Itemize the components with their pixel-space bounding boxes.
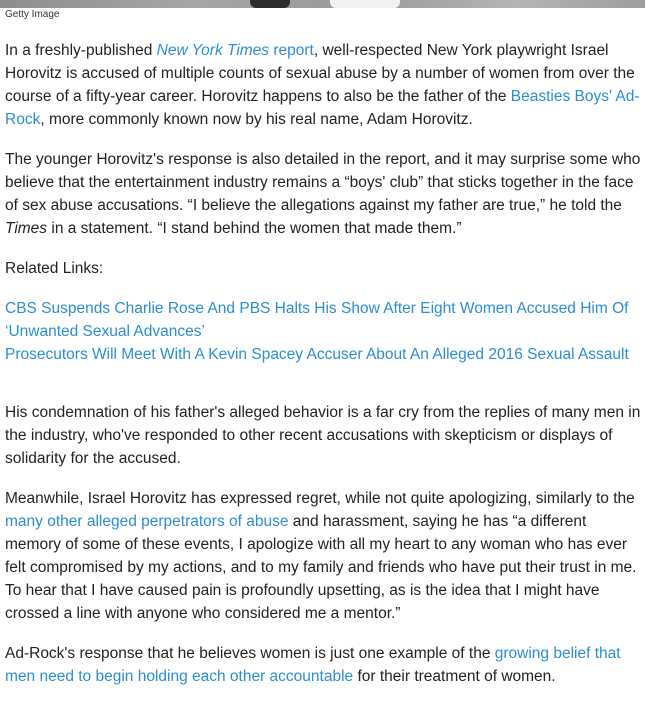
paragraph-regret: [5, 487, 645, 625]
text-span: and harassment, saying he has “a different memory of some of these events, I apologize with all my heart to any woman who has ever felt compromised by my actions, and to my family and friends who have put their trust in me. To hear that I have caused pain is profoundly upsetting, as is the idea that I might have crossed a line with anyone who considered me a mentor.”: [5, 513, 637, 622]
related-links-list: [5, 297, 645, 366]
related-link-kevin-spacey[interactable]: Prosecutors Will Meet With A Kevin Spacey Accuser About An Alleged 2016 Sexual Assault: [5, 346, 629, 363]
text-span: In a freshly-published: [5, 42, 157, 59]
text-span: , more commonly known now by his real name, Adam Horovitz.: [40, 111, 473, 128]
link-text-report: report: [269, 42, 314, 59]
text-span: Meanwhile, Israel Horovitz has expressed regret, while not quite apologizing, similarly to the: [5, 490, 635, 507]
text-span: for their treatment of women.: [353, 668, 556, 685]
paragraph-conclusion: [5, 642, 645, 688]
italic-times: Times: [5, 220, 48, 237]
link-new-york-times[interactable]: [157, 42, 314, 59]
link-alleged-perpetrators[interactable]: many other alleged perpetrators of abuse: [5, 513, 289, 530]
paragraph-response: [5, 148, 645, 240]
paragraph-condemnation: His condemnation of his father's alleged behavior is a far cry from the replies of many men in the industry, who've responded to other recent accusations with skepticism or displays of solidarity for the accused.: [5, 404, 641, 467]
text-span: The younger Horovitz's response is also detailed in the report, and it may surprise some who believe that the entertainment industry remains a “boys' club” that sticks together in the face of sex abuse accusations. “I believe the allegations against my father are true,” he told the: [5, 151, 641, 214]
related-link-charlie-rose[interactable]: CBS Suspends Charlie Rose And PBS Halts His Show After Eight Women Accused Him Of ‘Unwanted Sexual Advances’: [5, 300, 629, 340]
link-beasties-boys-ad-rock[interactable]: Beasties Boys' Ad-Rock: [5, 88, 640, 128]
paragraph-intro: [5, 39, 645, 131]
link-text-nyt: New York Times: [156, 42, 270, 59]
photo-detail: [250, 0, 290, 8]
text-span: in a statement. “I stand behind the women that made them.”: [47, 220, 462, 237]
link-growing-belief[interactable]: growing belief that men need to begin holding each other accountable: [5, 645, 621, 685]
text-span: , well-respected New York playwright Israel Horovitz is accused of multiple counts of sexual abuse by a number of women from over the course of a fifty-year career. Horovitz happens to also be the father of the: [5, 42, 635, 105]
related-links-heading: Related Links:: [5, 260, 104, 277]
photo-detail: [330, 0, 400, 8]
photo-caption: Getty Image: [5, 9, 60, 20]
article-photo: [0, 0, 645, 8]
text-span: Ad-Rock's response that he believes women is just one example of the: [5, 645, 495, 662]
article-body: [5, 39, 645, 688]
